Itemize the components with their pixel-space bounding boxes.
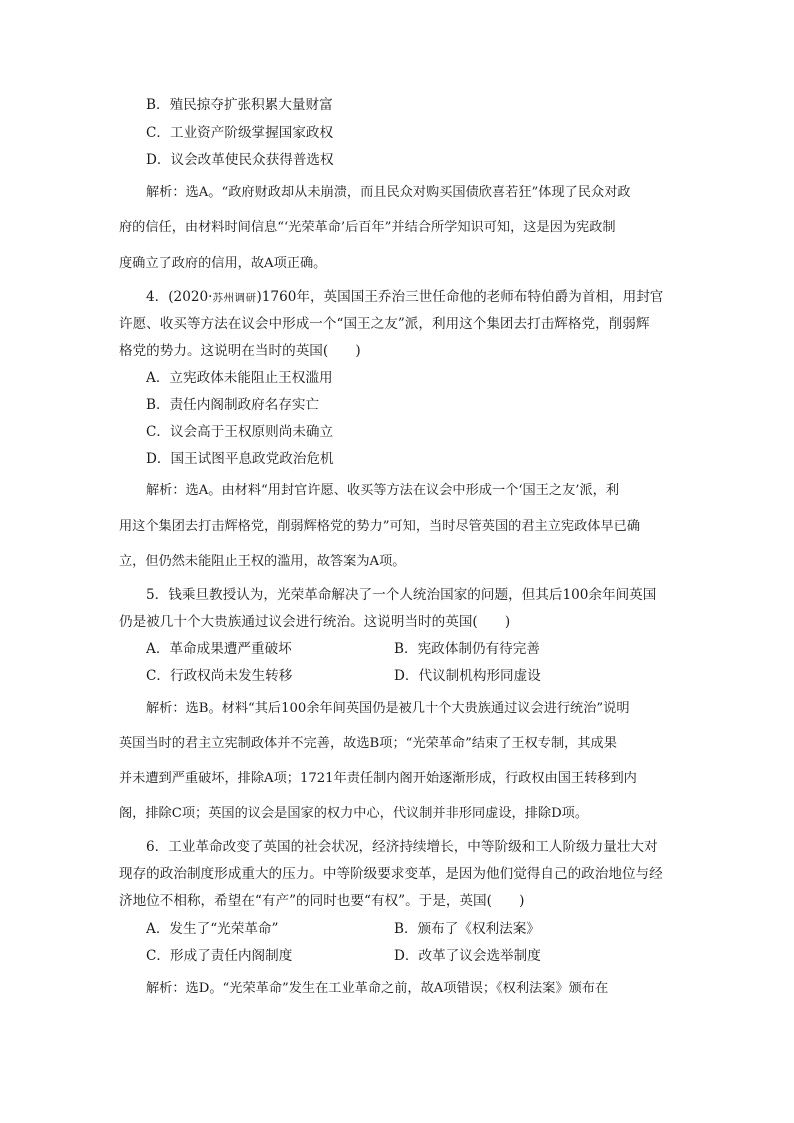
question-4-option-d: D．国王试图平息政党政治危机 bbox=[146, 451, 334, 467]
question-5-option-a: A．革命成果遭严重破坏 bbox=[146, 641, 292, 657]
prev-question-option-d: D．议会改革使民众获得普选权 bbox=[146, 152, 334, 168]
question-5-stem-line-1: 5．钱乘旦教授认为，光荣革命解决了一个人统治国家的问题，但其后100余年间英国 bbox=[146, 587, 657, 603]
question-5-stem-line-2: 仍是被几十个大贵族通过议会进行统治。这说明当时的英国( ) bbox=[119, 614, 511, 630]
question-4-source: 苏州调研 bbox=[212, 292, 257, 304]
question-4-analysis-line-2: 用这个集团去打击辉格党，削弱辉格党的势力”可知，当时尽管英国的君主立宪政体早已确 bbox=[119, 519, 641, 534]
question-5-analysis-line-4: 阁，排除C项；英国的议会是国家的权力中心，代议制并非形同虚设，排除D项。 bbox=[119, 806, 589, 821]
question-6-stem-line-2: 现存的政治制度形成重大的压力。中等阶级要求变革，是因为他们觉得自己的政治地位与经 bbox=[119, 866, 663, 882]
prev-question-analysis-line-2: 府的信任，由材料时间信息“‘光荣革命’后百年”并结合所学知识可知，这是因为宪政制 bbox=[119, 220, 616, 235]
question-5-option-c: C．行政权尚未发生转移 bbox=[146, 668, 293, 684]
prev-question-analysis-line-1: 解析：选A。“政府财政却从未崩溃，而且民众对购买国债欣喜若狂”体现了民众对政 bbox=[146, 185, 631, 200]
question-6-analysis-line-1: 解析：选D。“光荣革命”发生在工业革命之前，故A项错误；《权利法案》颁布在 bbox=[146, 981, 609, 996]
question-4-option-a: A．立宪政体未能阻止王权滥用 bbox=[146, 370, 333, 386]
question-4-option-b: B．责任内阁制政府名存实亡 bbox=[146, 397, 320, 413]
question-4-stem-text: )1760年，英国国王乔治三世任命他的老师布特伯爵为首相，用封官 bbox=[256, 289, 664, 305]
question-6-option-a: A．发生了“光荣革命” bbox=[146, 921, 279, 937]
question-5-analysis-line-3: 并未遭到严重破坏，排除A项；1721年责任制内阁开始逐渐形成，行政权由国王转移到内 bbox=[119, 771, 637, 786]
question-4-analysis-line-1: 解析：选A。由材料“用封官许愿、收买等方法在议会中形成一个‘国王之友’派，利 bbox=[146, 483, 620, 498]
question-5-analysis-line-1: 解析：选B。材料“其后100余年间英国仍是被几十个大贵族通过议会进行统治”说明 bbox=[146, 701, 630, 716]
question-6-option-c: C．形成了责任内阁制度 bbox=[146, 948, 293, 964]
question-4-number: 4．(2020· bbox=[146, 289, 213, 305]
question-6-option-b: B．颁布了《权利法案》 bbox=[394, 921, 540, 937]
question-4-option-c: C．议会高于王权原则尚未确立 bbox=[146, 424, 334, 440]
question-6-stem-line-3: 济地位不相称，希望在“有产”的同时也要“有权”。于是，英国( ) bbox=[119, 893, 525, 909]
prev-question-option-c: C．工业资产阶级掌握国家政权 bbox=[146, 125, 334, 141]
question-5-option-b: B．宪政体制仍有待完善 bbox=[394, 641, 540, 657]
question-5-option-d: D．代议制机构形同虚设 bbox=[394, 668, 541, 684]
prev-question-option-b: B．殖民掠夺扩张积累大量财富 bbox=[146, 97, 333, 113]
prev-question-analysis-line-3: 度确立了政府的信用，故A项正确。 bbox=[119, 256, 327, 271]
question-4-stem-line-2: 许愿、收买等方法在议会中形成一个“国王之友”派，利用这个集团去打击辉格党，削弱辉 bbox=[119, 316, 650, 332]
question-4-stem-line-3: 格党的势力。这说明在当时的英国( ) bbox=[119, 343, 361, 359]
question-4-analysis-line-3: 立，但仍然未能阻止王权的滥用，故答案为A项。 bbox=[119, 554, 406, 569]
question-6-stem-line-1: 6．工业革命改变了英国的社会状况，经济持续增长，中等阶级和工人阶级力量壮大对 bbox=[146, 839, 658, 855]
question-5-analysis-line-2: 英国当时的君主立宪制政体并不完善，故选B项；“光荣革命”结束了王权专制，其成果 bbox=[119, 736, 617, 751]
question-6-option-d: D．改革了议会选举制度 bbox=[394, 948, 541, 964]
question-4-stem-line-1 bbox=[146, 288, 663, 307]
